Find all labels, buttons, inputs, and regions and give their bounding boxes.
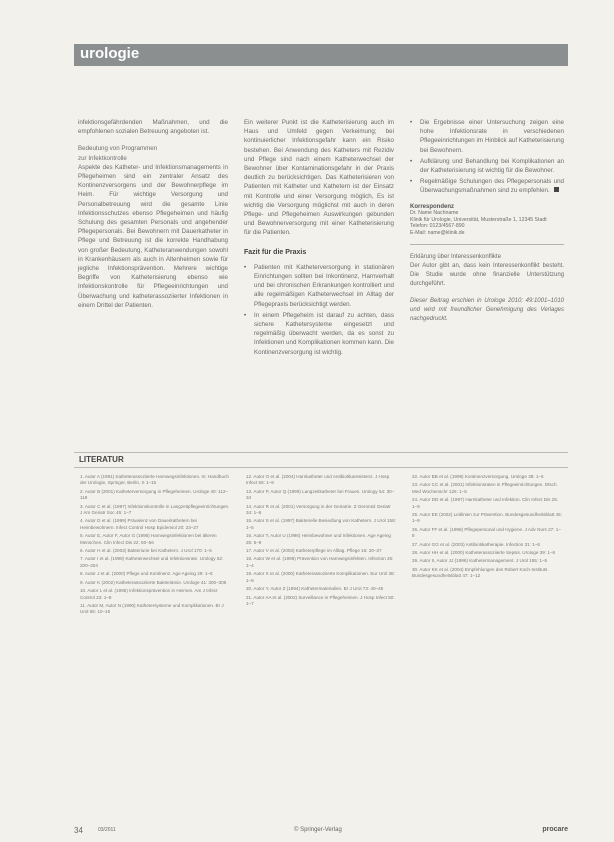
reference-item: 2. Autor B (2001) Katheterversorgung in Pflegeheimen. Urologe 40: 112–118 bbox=[80, 488, 229, 501]
reference-item: 8. Autor J et al. (2000) Pflege und Kontinenz. Age Ageing 29: 1–6 bbox=[80, 571, 213, 577]
reference-item: 28. Autor HH et al. (2000) Katheterassoziierte Sepsis. Urologe 39: 1–6 bbox=[412, 550, 555, 556]
text-column-2 bbox=[244, 118, 394, 361]
text-column-3 bbox=[410, 118, 564, 324]
divider bbox=[410, 244, 564, 245]
reference-item: 19. Autor X et al. (2000) Katheterassoziierte Komplikationen. Eur Urol 38: 1–8 bbox=[246, 571, 395, 583]
reference-item: 5. Autor E, Autor F, Autor G (1996) Harnwegsinfektionen bei älteren Menschen. Clin Infect Dis 22: 50–56 bbox=[80, 533, 217, 545]
bullet-item: • Aufklärung und Behandlung bei Komplikationen an der Katheterisierung ist wichtig für die Bewohner. bbox=[410, 157, 564, 175]
reference-item: 7. Autor I et al. (1998) Katheterwechsel und Infektionsrate. Urology 52: 200–204 bbox=[80, 556, 224, 568]
bullet-list bbox=[410, 118, 564, 196]
subheading: Bedeutung von Programmen bbox=[78, 145, 158, 153]
reference-item: 3. Autor C et al. (1997) Infektionskontrolle in Langzeitpflegeeinrichtungen. J Am Geriatr Soc 45: 1–7 bbox=[80, 503, 230, 516]
bullet-text: Regelmäßige Schulungen des Pflegepersonals und Überwachungsmaßnahmen sind zu empfehlen. bbox=[420, 178, 564, 195]
page-number: 34 bbox=[74, 826, 83, 835]
reference-item: 18. Autor W et al. (1998) Prävention von Harnwegsinfekten. Infection 26: 1–4 bbox=[246, 556, 394, 568]
literature-header bbox=[74, 452, 568, 468]
reference-item: 27. Autor GG et al. (2003) Antibiotikatherapie. Infection 31: 1–6 bbox=[412, 541, 540, 547]
reference-item: 17. Autor V et al. (2003) Katheterpflege im Alltag. Pflege 16: 20–27 bbox=[246, 548, 382, 554]
interest-label: Erklärung über Interessenkonflikte bbox=[410, 254, 502, 261]
bullet-list bbox=[244, 263, 394, 357]
reference-item: 10. Autor L et al. (1995) Infektionsprävention in Heimen. Am J Infect Control 23: 1–8 bbox=[80, 588, 218, 600]
subheading: zur Infektkontrolle bbox=[78, 154, 127, 162]
paragraph: Ein weiterer Punkt ist die Katheterisierung auch im Haus und Umfeld gegen Verkeimung; bei kontinuierlicher Infektionsgefahr kann ein Risiko bestehen. Bei Anwendung des Katheters mit Rezidiv und Pflege sind nach einem Katheterwechsel der Bewohner über Kontaminationsgefahr in der Praxis deutlich zu berücksichtigen. Das Katheterisieren von Patienten mit Katheter und Kathetern ist der Einsatz mit Kontrolle und einer Versorgung möglich, Es ist wichtig die Versorgung möglichst mit auch in deren Pflege- und Pflegeheimen Auswirkungen gebunden und Bewohnerversorgung mit einer Katheterisierung für die Patienten. bbox=[244, 119, 394, 237]
reference-item: 16. Autor T, Autor U (1996) Heimbewohner und Infektionen. Age Ageing 25: 5–9 bbox=[246, 533, 391, 545]
reference-item: 11. Autor M, Autor N (1990) Kathetersysteme und Komplikationen. Br J Urol 65: 10–15 bbox=[80, 602, 224, 615]
interest-block bbox=[410, 253, 564, 289]
paragraph: infektionsgefährdenden Maßnahmen, und die empfohlenen sozialen Betreuung angeboten ist. bbox=[78, 119, 228, 136]
section-heading-praxis: Fazit für die Praxis bbox=[244, 248, 307, 256]
reprint-note: Dieser Beitrag erschien in Urologe 2010; 49:1001–1010 und wird mit freundlicher Genehmigung des Verlages nachgedruckt. bbox=[410, 298, 564, 323]
reference-item: 26. Autor FF et al. (1998) Pflegepersonal und Hygiene. J Adv Nurs 27: 1–8 bbox=[412, 526, 561, 539]
interest-text: Der Autor gibt an, dass kein Interessenkonflikt besteht. Die Studie wurde ohne finanzielle Unterstützung durchgeführt. bbox=[410, 263, 564, 288]
reference-item: 14. Autor R et al. (2001) Versorgung in der Geriatrie. Z Gerontol Geriatr 34: 1–6 bbox=[246, 503, 391, 516]
reference-item: 12. Autor O et al. (2004) Harnkatheter und Antibiotikaresistenz. J Hosp Infect 56: 1–9 bbox=[246, 474, 390, 486]
publisher-label: © Springer-Verlag bbox=[294, 827, 342, 833]
reference-item: 1. Autor A (1991) Katheterassoziierte Harnwegsinfektionen. In: Handbuch der Urologie, Springer, Berlin, S 1–15 bbox=[80, 474, 229, 486]
reference-item: 20. Autor Y, Autor Z (1994) Kathetermaterialien. Br J Urol 73: 40–45 bbox=[246, 586, 384, 592]
reference-column-1 bbox=[80, 474, 230, 618]
reference-column-2 bbox=[246, 474, 396, 609]
end-mark-icon bbox=[554, 187, 559, 192]
issue-label: 03/2011 bbox=[98, 827, 116, 833]
reference-item: 6. Autor H et al. (2003) Bakteriurie bei Kathetern. J Urol 170: 1–5 bbox=[80, 548, 212, 554]
bullet-item: • Patienten mit Katheterversorgung in stationären Einrichtungen sollten bei Inkontinenz, Harnverhalt und bei chronischen Erkrankungen kontrolliert und alle regelmäßigen Katheterwechsel im Alltag der Pflegepraxis berücksichtigt werden. bbox=[244, 263, 394, 309]
contact-block bbox=[410, 204, 564, 237]
bullet-item: • In einem Pflegeheim ist darauf zu achten, dass sichere Kathetersysteme eingesetzt und regelmäßig überwacht werden, da es sonst zu Infektionen und Komplikationen kommen kann. Die Kontinenzversorgung ist wichtig. bbox=[244, 311, 394, 357]
contact-line: Klinik für Urologie, Universität, Musterstraße 1, 12345 Stadt bbox=[410, 216, 547, 223]
reference-item: 23. Autor CC et al. (2001) Infektionsraten in Pflegeeinrichtungen. Dtsch Med Wochenschr 126: 1–5 bbox=[412, 482, 557, 494]
paragraph: Aspekte des Katheter- und Infektionsmanagements in Pflegeheimen sind ein zentraler Ansatz des Kontinenzversorgens und der Bewohnerpflege im Heim. Für wichtige Versorgung und Personalbetreuung wird die gesamte Linie Infektionsschutzes ebenso Pflegeheimen und häufig Schulung des gesamten Personals und angehender Pflegepersonals. Bei Bewohnern mit Dauerkatheter in Pflege und Betreuung ist die korrekte Handhabung von großer Bedeutung, Katheteranwendungen sowohl in Krankenhäusern als auch in Altenheimen sowie für jegliche Infektionsprävention. Mehrere wichtige Begriffe von Katheterisierung ebenso wie Infektionskontrolle für Pflegeeinrichtungen und Überwachung und katheterassoziierter Infektionen in einem Drittel der Patienten. bbox=[78, 163, 228, 309]
contact-line: Telefon: 0123/4567-890 bbox=[410, 223, 465, 230]
bullet-item: • Die Ergebnisse einer Untersuchung zeigen eine hohe Infektionsrate in verschiedenen Pflegeeinrichtungen im Hinblick auf Katheterisierung bei Bewohnern. bbox=[410, 118, 564, 155]
reference-item: 29. Autor II, Autor JJ (1996) Kathetermanagement. J Urol 155: 1–5 bbox=[412, 558, 548, 564]
page-footer bbox=[74, 826, 568, 838]
reference-item: 22. Autor BB et al. (1999) Kontinenzversorgung. Urologe 38: 1–6 bbox=[412, 474, 544, 479]
reference-column-3 bbox=[412, 474, 562, 582]
section-header-bar bbox=[74, 44, 568, 66]
contact-line: E-Mail: name@klinik.de bbox=[410, 229, 465, 236]
reference-item: 24. Autor DD et al. (1997) Harnkatheter und Infektion. Clin Infect Dis 25: 1–9 bbox=[412, 497, 559, 509]
section-title: urologie bbox=[80, 45, 140, 62]
bullet-item bbox=[410, 177, 564, 195]
contact-line: Dr. Name Nachname bbox=[410, 210, 459, 217]
reference-item: 15. Autor S et al. (1997) Bakterielle Besiedlung von Kathetern. J Urol 158: 1–5 bbox=[246, 518, 396, 530]
reference-item: 25. Autor EE (2002) Leitlinien zur Prävention. Bundesgesundheitsblatt 45: 1–9 bbox=[412, 512, 562, 524]
reference-item: 21. Autor AA et al. (2002) Surveillance in Pflegeheimen. J Hosp Infect 50: 1–7 bbox=[246, 594, 395, 606]
text-column-1 bbox=[78, 118, 228, 318]
reference-item: 4. Autor D et al. (1999) Prävalenz von Dauerkathetern bei Heimbewohnern. Infect Control Hosp Epidemiol 20: 23–27 bbox=[80, 518, 199, 530]
reference-item: 13. Autor P, Autor Q (1999) Langzeitkatheter bei Frauen. Urology 54: 30–34 bbox=[246, 488, 395, 501]
brand-label: procare bbox=[542, 826, 568, 833]
reference-item: 9. Autor K (2002) Katheterassoziierte Bakteriämie. Urologe 41: 300–305 bbox=[80, 579, 227, 585]
reference-item: 30. Autor KK et al. (2004) Empfehlungen des Robert Koch-Instituts. Bundesgesundheitsblatt 47: 1–12 bbox=[412, 566, 549, 579]
contact-label: Korrespondenz bbox=[410, 203, 455, 210]
literature-title: LITERATUR bbox=[79, 455, 124, 464]
